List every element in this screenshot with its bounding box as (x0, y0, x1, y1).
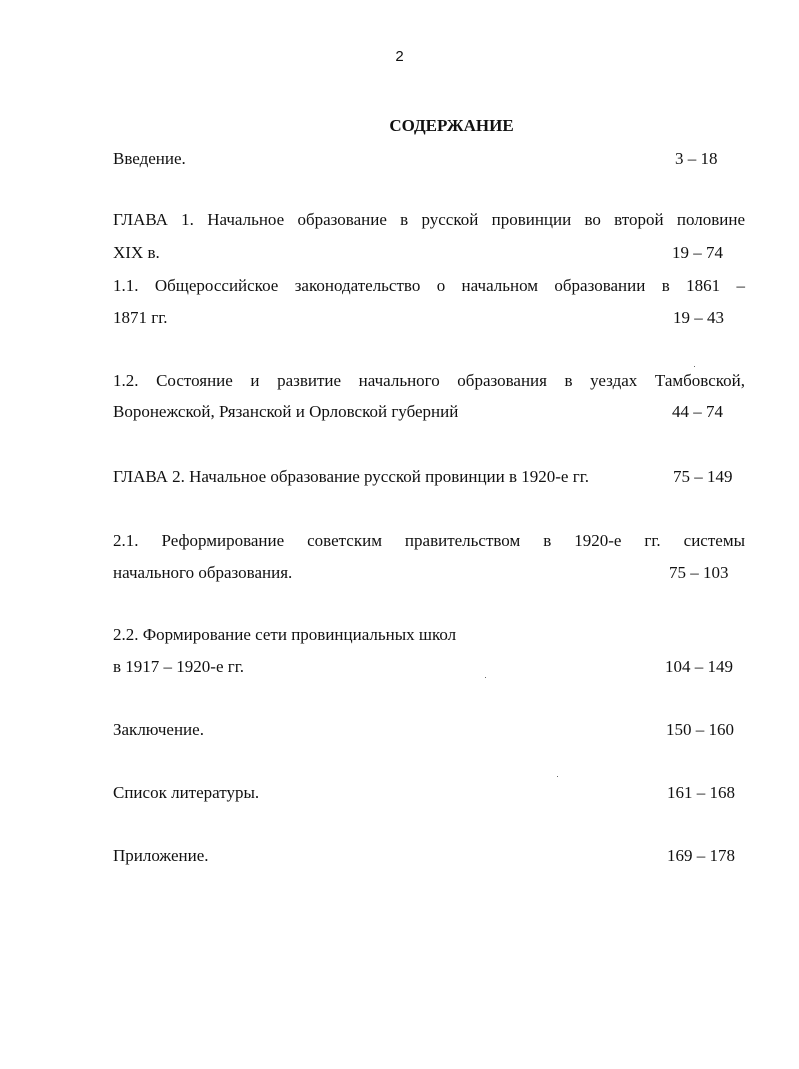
toc-entry-pages: 150 – 160 (666, 720, 734, 739)
toc-entry-text: 1.1. Общероссийское законодательство о начальном образовании в 1861 – (113, 276, 745, 295)
toc-entry-text: ГЛАВА 1. Начальное образование в русской провинции во второй половине (113, 210, 745, 229)
toc-entry-text: 1.2. Состояние и развитие начального образования в уездах Тамбовской, (113, 371, 745, 390)
toc-entry-pages: 44 – 74 (672, 402, 723, 421)
toc-entry-pages: 161 – 168 (667, 783, 735, 802)
toc-entry-text-cont: начального образования. (113, 563, 293, 582)
toc-entry-text-cont: XIX в. (113, 243, 160, 262)
toc-entry-text-cont: Воронежской, Рязанской и Орловской губерний (113, 402, 459, 421)
page-number: 2 (395, 48, 404, 65)
toc-entry-pages: 3 – 18 (675, 149, 718, 168)
scan-speck (557, 776, 558, 777)
scan-speck (694, 366, 695, 367)
toc-entry-text: ГЛАВА 2. Начальное образование русской провинции в 1920-е гг. (113, 467, 590, 486)
toc-entry-pages: 19 – 43 (673, 308, 724, 327)
toc-entry-pages: 104 – 149 (665, 657, 733, 676)
toc-entry-text-cont: в 1917 – 1920-е гг. (113, 657, 245, 676)
toc-entry-text: Введение. (113, 149, 186, 168)
toc-entry-pages: 75 – 149 (673, 467, 733, 486)
toc-entry-text: Приложение. (113, 846, 209, 865)
toc-entry-text: 2.2. Формирование сети провинциальных школ (113, 625, 457, 644)
scan-speck (485, 677, 486, 678)
toc-entry-pages: 75 – 103 (669, 563, 729, 582)
toc-entry-text-cont: 1871 гг. (113, 308, 168, 327)
toc-title: СОДЕРЖАНИЕ (389, 116, 514, 135)
toc-entry-text: Заключение. (113, 720, 204, 739)
toc-entry-pages: 19 – 74 (672, 243, 723, 262)
toc-entry-text: 2.1. Реформирование советским правительством в 1920-е гг. системы (113, 531, 745, 550)
toc-entry-pages: 169 – 178 (667, 846, 735, 865)
toc-entry-text: Список литературы. (113, 783, 260, 802)
